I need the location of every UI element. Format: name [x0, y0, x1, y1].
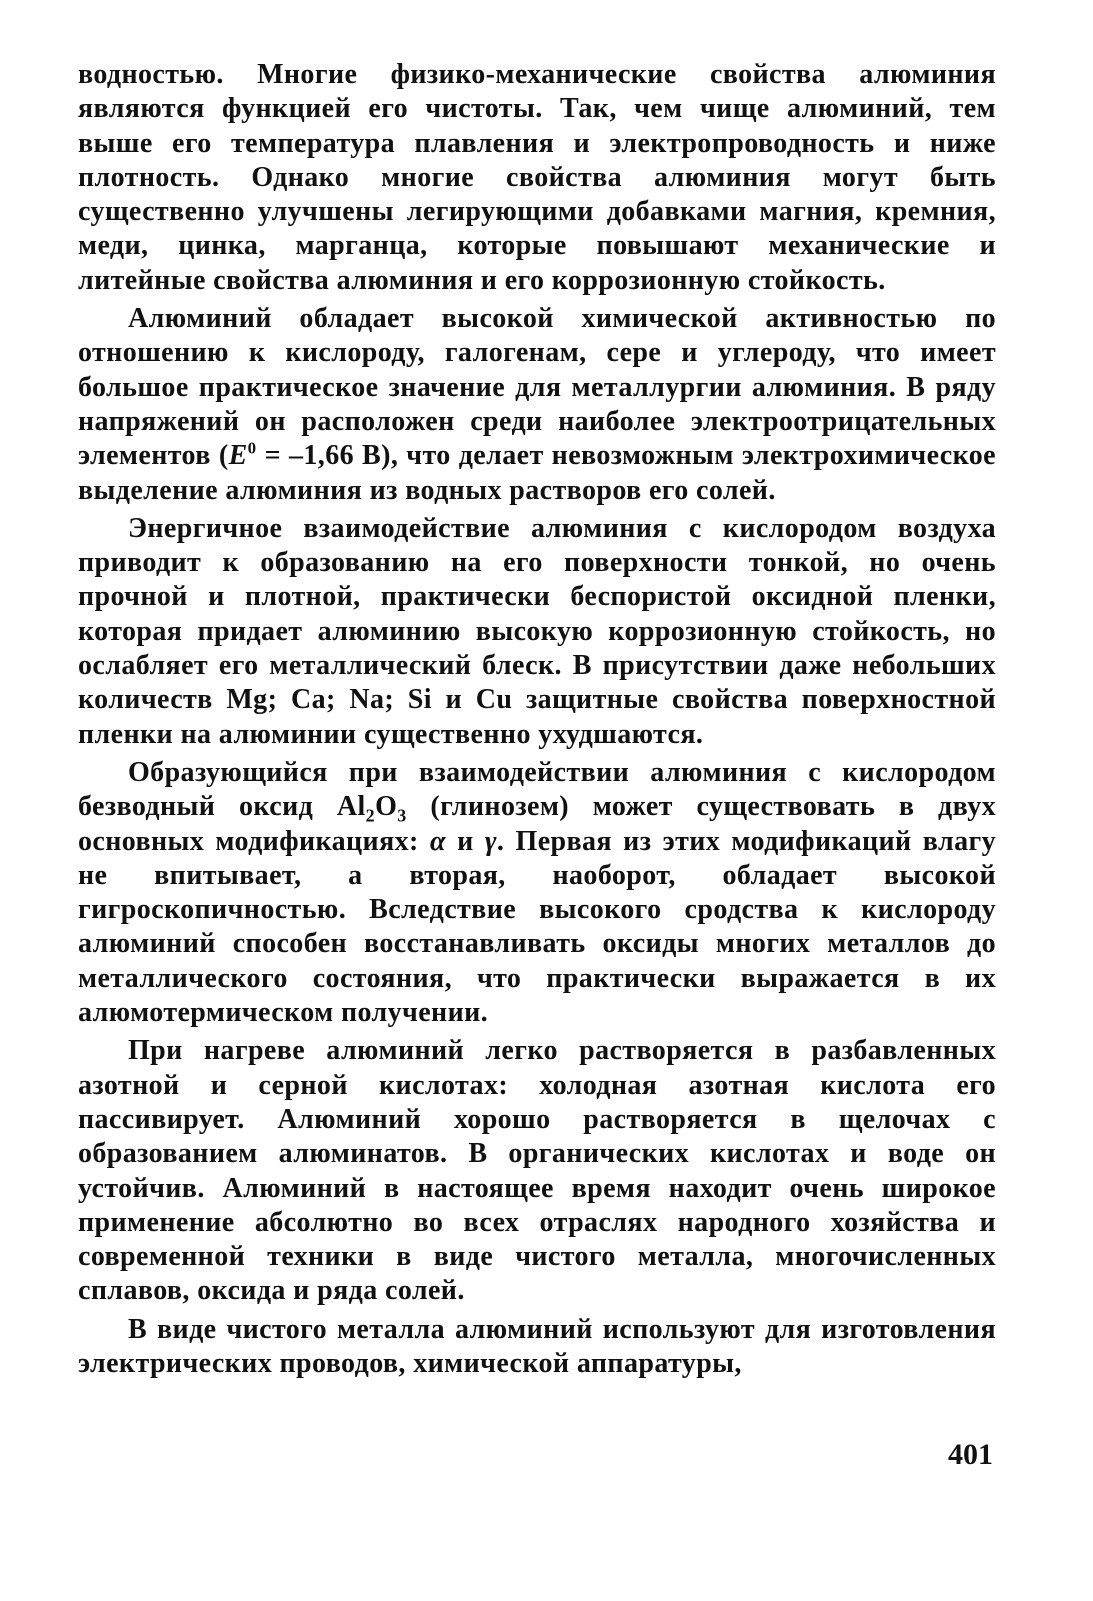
text-segment: Энергичное взаимодействие алюминия с кислородом воздуха приводит к образованию на его поверхности тонкой, но очень прочной и плотной, практически беспористой оксидной пленки, которая придает алюминию высокую коррозионную стойкость, но ослабляет его металлический блеск. В присутствии даже небольших количеств Mg; Ca; Na; Si и Cu защитные свойства поверхностной пленки на алюминии существенно ухудшаются.	[78, 512, 996, 750]
text-segment: При нагреве алюминий легко растворяется в разбавленных азотной и серной кислотах: холодная азотная кислота его пассивирует. Алюминий хорошо растворяется в щелочах с образованием алюминатов. В органических кислотах и воде он устойчив. Алюминий в настоящее время находит очень широкое применение абсолютно во всех отраслях народного хозяйства и современной техники в виде чистого металла, многочисленных сплавов, оксида и ряда солей.	[78, 1035, 996, 1307]
paragraph	[78, 1313, 996, 1382]
text-segment: водностью. Многие физико-механические свойства алюминия являются функцией его чистоты. Так, чем чище алюминий, тем выше его температура плавления и электропроводность и ниже плотность. Однако многие свойства алюминия могут быть существенно улучшены легирующими добавками магния, кремния, меди, цинка, марганца, которые повышают механические и литейные свойства алюминия и его коррозионную стойкость.	[78, 59, 996, 296]
text-segment: (глинозем) может существовать в двух основных модификациях:	[78, 791, 996, 857]
text-segment: O	[375, 791, 398, 823]
text-segment: 3	[397, 805, 407, 826]
text-segment: Образующийся при взаимодействии алюминия с кислородом безводный оксид Al	[78, 756, 996, 823]
paragraph	[78, 1034, 996, 1308]
text-segment: E	[228, 440, 248, 472]
text-segment: Алюминий обладает высокой химической активностью по отношению к кислороду, галогенам, сере и углероду, что имеет большое практическое значение для металлургии алюминия. В ряду напряжений он расположен среди наиболее электроотрицательных элементов (	[78, 303, 996, 472]
paragraph	[78, 58, 996, 298]
paragraph	[78, 302, 996, 508]
text-segment: = –1,66 В), что делает невозможным электрохимическое выделение алюминия из водных растворов его солей.	[78, 440, 996, 506]
page-number: 401	[948, 1438, 993, 1471]
text-segment: α	[429, 825, 446, 857]
body-text	[78, 58, 996, 1385]
text-segment: 2	[365, 805, 376, 826]
text-segment: и	[445, 825, 485, 857]
text-segment: В виде чистого металла алюминий используют для изготовления электрических проводов, химической аппаратуры,	[78, 1313, 996, 1379]
paragraph	[78, 756, 996, 1030]
text-segment: 0	[247, 438, 257, 458]
text-segment: . Первая из этих модификаций влагу не впитывает, а вторая, наоборот, обладает высокой гигроскопичностью. Вследствие высокого сродства к кислороду алюминий способен восстанавливать оксиды многих металлов до металлического состояния, что практически выражается в их алюмотермическом получении.	[78, 825, 996, 1029]
paragraph	[78, 512, 996, 752]
text-segment: γ	[484, 825, 497, 857]
